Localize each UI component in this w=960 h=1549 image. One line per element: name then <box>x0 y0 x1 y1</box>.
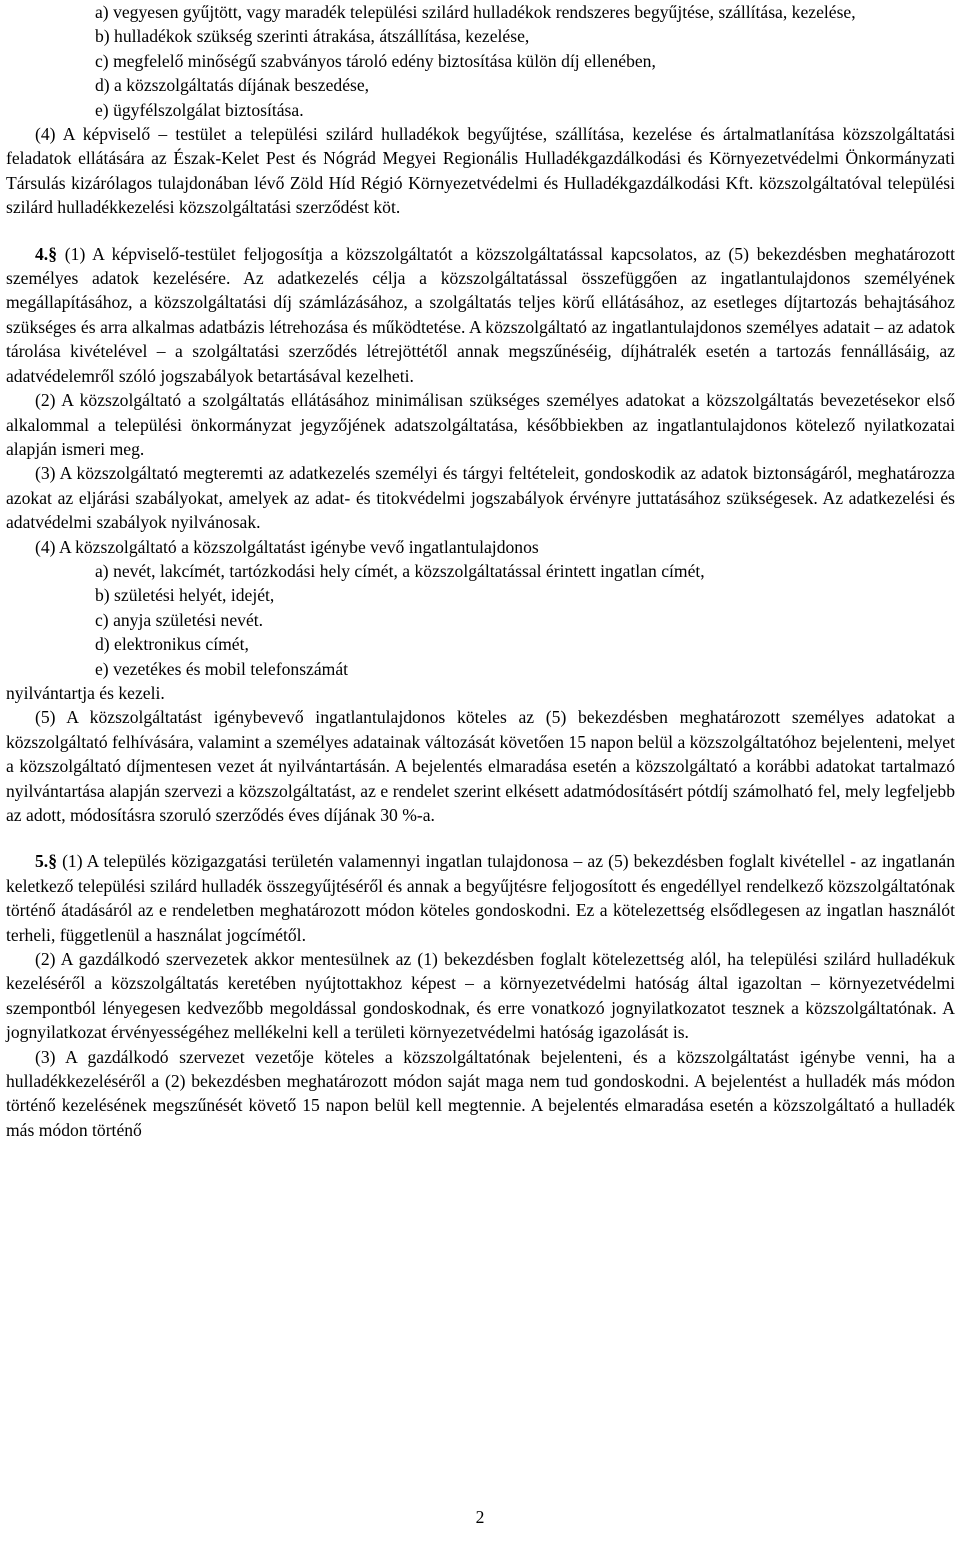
list-item: d) a közszolgáltatás díjának beszedése, <box>95 75 370 96</box>
service-task-list <box>6 0 955 122</box>
page-number: 2 <box>475 1507 485 1527</box>
paragraph-3-4: (4) A képviselő – testület a települési szilárd hulladékok begyűjtése, szállítása, kezelése és ártalmatlanítása közszolgáltatási feladatok ellátására az Észak-Kelet Pest és Nógrád Megyei Regionális Hulladékgazdálkodási és Környezetvédelmi Önkormányzati Társulás kizárólagos tulajdonában lévő Zöld Híd Régió Környezetvédelmi és Hulladékgazdálkodási Kft. közszolgáltatóval települési szilárd hulladékkezelési közszolgáltatási szerződést köt. <box>6 124 955 218</box>
section-4-paragraph-4-intro: (4) A közszolgáltató a közszolgáltatást igénybe vevő ingatlantulajdonos <box>35 536 539 557</box>
list-item: c) anyja születési nevét. <box>95 609 264 630</box>
section-4-paragraph-2: (2) A közszolgáltató a szolgáltatás ellátásához minimálisan szükséges személyes adatokat a közszolgáltatás bevezetésekor első alkalommal a települési önkormányzat jegyzőjének adatszolgáltatása, későbbiekben az ingatlantulajdonos kötelező nyilatkozatai alapján ismeri meg. <box>6 390 955 459</box>
list-item: d) elektronikus címét, <box>95 634 249 655</box>
section-4-p1-text: (1) A képviselő-testület feljogosítja a közszolgáltatót a közszolgáltatással kapcsolatos, az (5) bekezdésben meghatározott személyes adatok kezelésére. Az adatkezelés célja a közszolgáltatással összefüggően az ingatlantulajdonos személyének megállapításához, a közszolgáltatási díj számlázásához, a szolgáltatás teljes körű ellátásához, az esetleges díjtartozás behajtásához szükséges és arra alkalmas adatbázis létrehozása és működtetése. A közszolgáltató az ingatlantulajdonos személyes adatait – az adatok tárolása kivételével – a szolgáltatási szerződés létrejöttétől annak megszűnéséig, díjhátralék esetén a tartozás fennállásáig, az adatvédelemről szóló jogszabályok betartásával kezelheti. <box>6 243 955 386</box>
document-page <box>6 0 955 1142</box>
section-4-paragraph-4-outro: nyilvántartja és kezeli. <box>6 682 165 703</box>
section-4-paragraph-1 <box>6 242 955 388</box>
section-5-paragraph-1 <box>6 849 955 947</box>
list-item: e) vezetékes és mobil telefonszámát <box>95 658 349 679</box>
list-item: b) születési helyét, idejét, <box>95 585 275 606</box>
section-5-p1-text: (1) A település közigazgatási területén valamennyi ingatlan tulajdonosa – az (5) bekezdésben foglalt kivétellel - az ingatlanán keletkező települési szilárd hulladék összegyűjtéséről és annak a begyűjtésre feljogosított és engedéllyel rendelkező közszolgáltatónak történő átadásáról az e rendeletben meghatározott módon köteles gondoskodni. Ez a kötelezettség elsődlegesen az ingatlan használót terheli, függetlenül a használat jogcímétől. <box>6 851 956 945</box>
list-item: e) ügyfélszolgálat biztosítása. <box>95 99 304 120</box>
section-gap <box>6 220 955 242</box>
list-item: a) vegyesen gyűjtött, vagy maradék települési szilárd hulladékok rendszeres begyűjtése, szállítása, kezelése, <box>95 2 856 22</box>
list-item: a) nevét, lakcímét, tartózkodási hely címét, a közszolgáltatással érintett ingatlan címét, <box>95 560 705 581</box>
section-4-paragraph-3: (3) A közszolgáltató megteremti az adatkezelés személyi és tárgyi feltételeit, gondoskodik az adatok biztonságáról, meghatározza azokat az eljárási szabályokat, amelyek az adat- és titokvédelmi jogszabályok érvényre juttatásához szükségesek. Az adatkezelési és adatvédelmi szabályok nyilvánosak. <box>6 463 955 533</box>
section-5-paragraph-3: (3) A gazdálkodó szervezet vezetője köteles a közszolgáltatónak bejelenteni, és a közszolgáltatást igénybe venni, ha a hulladékkezeléséről a (2) bekezdésben meghatározott módon saját maga nem tud gondoskodni. A bejelentést a hulladék más módon történő kezelésének megszűnését követő 15 napon belül kell megtennie. A bejelentés elmaradása esetén a közszolgáltató a hulladék más módon történő <box>6 1046 955 1140</box>
personal-data-list <box>6 559 955 681</box>
section-4-number: 4.§ <box>35 243 57 264</box>
section-gap <box>6 827 955 849</box>
section-5-paragraph-2: (2) A gazdálkodó szervezetek akkor mentesülnek az (1) bekezdésben foglalt kötelezettség alól, ha települési szilárd hulladékuk kezeléséről a közszolgáltatás keretében nyújtottakhoz képest – a környezetvédelmi hatóság által igazoltan – környezetvédelmi szempontból lényegesen kedvezőbb megoldással gondoskodnak, és erre vonatkozó jognyilatkozatot tesznek a közszolgáltatónak. A jognyilatkozat érvényességéhez mellékelni kell a területi környezetvédelmi hatóság igazolását is. <box>6 949 955 1043</box>
section-4-paragraph-5: (5) A közszolgáltatást igénybevevő ingatlantulajdonos köteles az (5) bekezdésben meghatározott személyes adatokat a közszolgáltató felhívására, valamint a személyes adatainak változását követően 15 napon belül a közszolgáltatóhoz bejelenteni, melyet a közszolgáltató díjmentesen vezet át nyilvántartásán. A bejelentés elmaradása esetén a közszolgáltató a korábbi adatokat tartalmazó nyilvántartása alapján szervezi a közszolgáltatást, az e rendelet szerint elkésett adatmódosításért pótdíj számolható fel, mely legfeljebb az adott, módosításra szoruló szerződés éves díjának 30 %-a. <box>6 707 955 825</box>
section-5-number: 5.§ <box>35 851 57 872</box>
list-item: c) megfelelő minőségű szabványos tároló edény biztosítása külön díj ellenében, <box>95 50 656 71</box>
list-item: b) hulladékok szükség szerinti átrakása, átszállítása, kezelése, <box>95 26 530 47</box>
